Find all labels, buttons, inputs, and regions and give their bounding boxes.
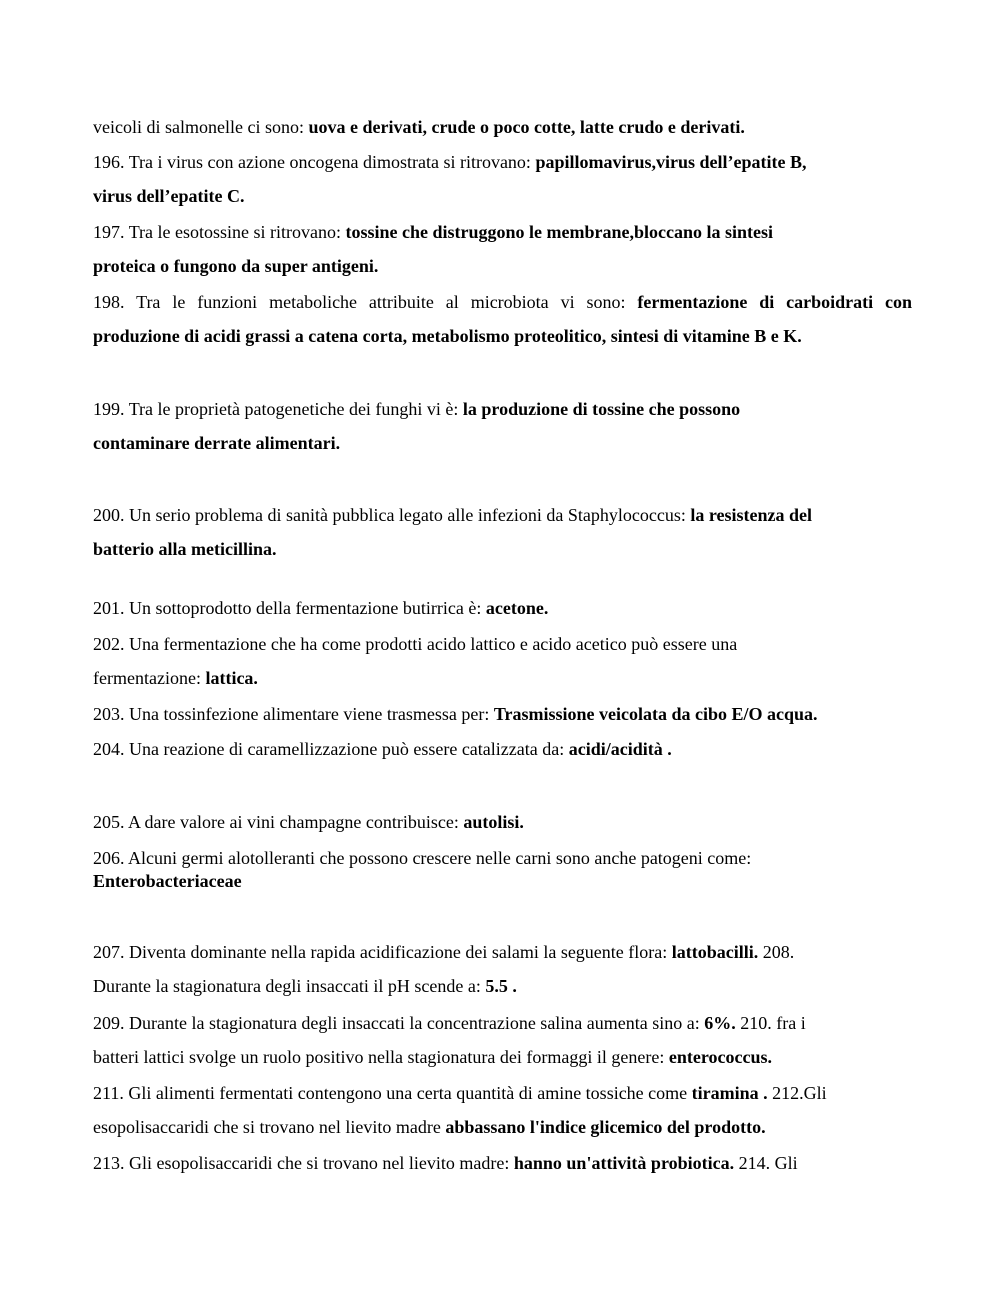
question-203: 203. Una tossinfezione alimentare viene trasmessa per: Trasmissione veicolata da cibo E/O acqua. [93,704,818,724]
answer-198-cont: produzione di acidi grassi a catena corta, metabolismo proteolitico, sintesi di vitamine B e K. [93,326,802,346]
question-196: 196. Tra i virus con azione oncogena dimostrata si ritrovano: papillomavirus,virus dell’epatite B, [93,152,807,172]
question-200: 200. Un serio problema di sanità pubblica legato alle infezioni da Staphylococcus: la resistenza del [93,505,812,525]
question-210: batteri lattici svolge un ruolo positivo nella stagionatura dei formaggi il genere: enterococcus. [93,1047,772,1067]
question-209: 209. Durante la stagionatura degli insaccati la concentrazione salina aumenta sino a: 6%. 210. fra i [93,1013,806,1033]
text-line: veicoli di salmonelle ci sono: uova e derivati, crude o poco cotte, latte crudo e derivati. [93,117,745,137]
question-198: 198. Tra le funzioni metaboliche attribuite al microbiota vi sono: fermentazione di carboidrati con [93,292,913,312]
question-213: 213. Gli esopolisaccaridi che si trovano nel lievito madre: hanno un'attività probiotica. 214. Gli [93,1153,798,1173]
question-205: 205. A dare valore ai vini champagne contribuisce: autolisi. [93,812,524,832]
answer-206-cont: Enterobacteriaceae [93,871,242,891]
question-204: 204. Una reazione di caramellizzazione può essere catalizzata da: acidi/acidità . [93,739,672,759]
answer-200-cont: batterio alla meticillina. [93,539,277,559]
question-197: 197. Tra le esotossine si ritrovano: tossine che distruggono le membrane,bloccano la sintesi [93,222,774,242]
question-212: esopolisaccaridi che si trovano nel lievito madre abbassano l'indice glicemico del prodotto. [93,1117,766,1137]
question-202: 202. Una fermentazione che ha come prodotti acido lattico e acido acetico può essere una [93,634,738,654]
question-201: 201. Un sottoprodotto della fermentazione butirrica è: acetone. [93,598,549,618]
answer-202-cont: fermentazione: lattica. [93,668,258,688]
answer-199-cont: contaminare derrate alimentari. [93,433,341,453]
answer-197-cont: proteica o fungono da super antigeni. [93,256,379,276]
question-206: 206. Alcuni germi alotolleranti che possono crescere nelle carni sono anche patogeni come: [93,848,752,868]
question-211: 211. Gli alimenti fermentati contengono una certa quantità di amine tossiche come tiramina . 212.Gli [93,1083,827,1103]
answer-196-cont: virus dell’epatite C. [93,186,245,206]
question-199: 199. Tra le proprietà patogenetiche dei funghi vi è: la produzione di tossine che possono [93,399,741,419]
question-208: Durante la stagionatura degli insaccati il pH scende a: 5.5 . [93,976,517,996]
question-207: 207. Diventa dominante nella rapida acidificazione dei salami la seguente flora: lattobacilli. 208. [93,942,795,962]
